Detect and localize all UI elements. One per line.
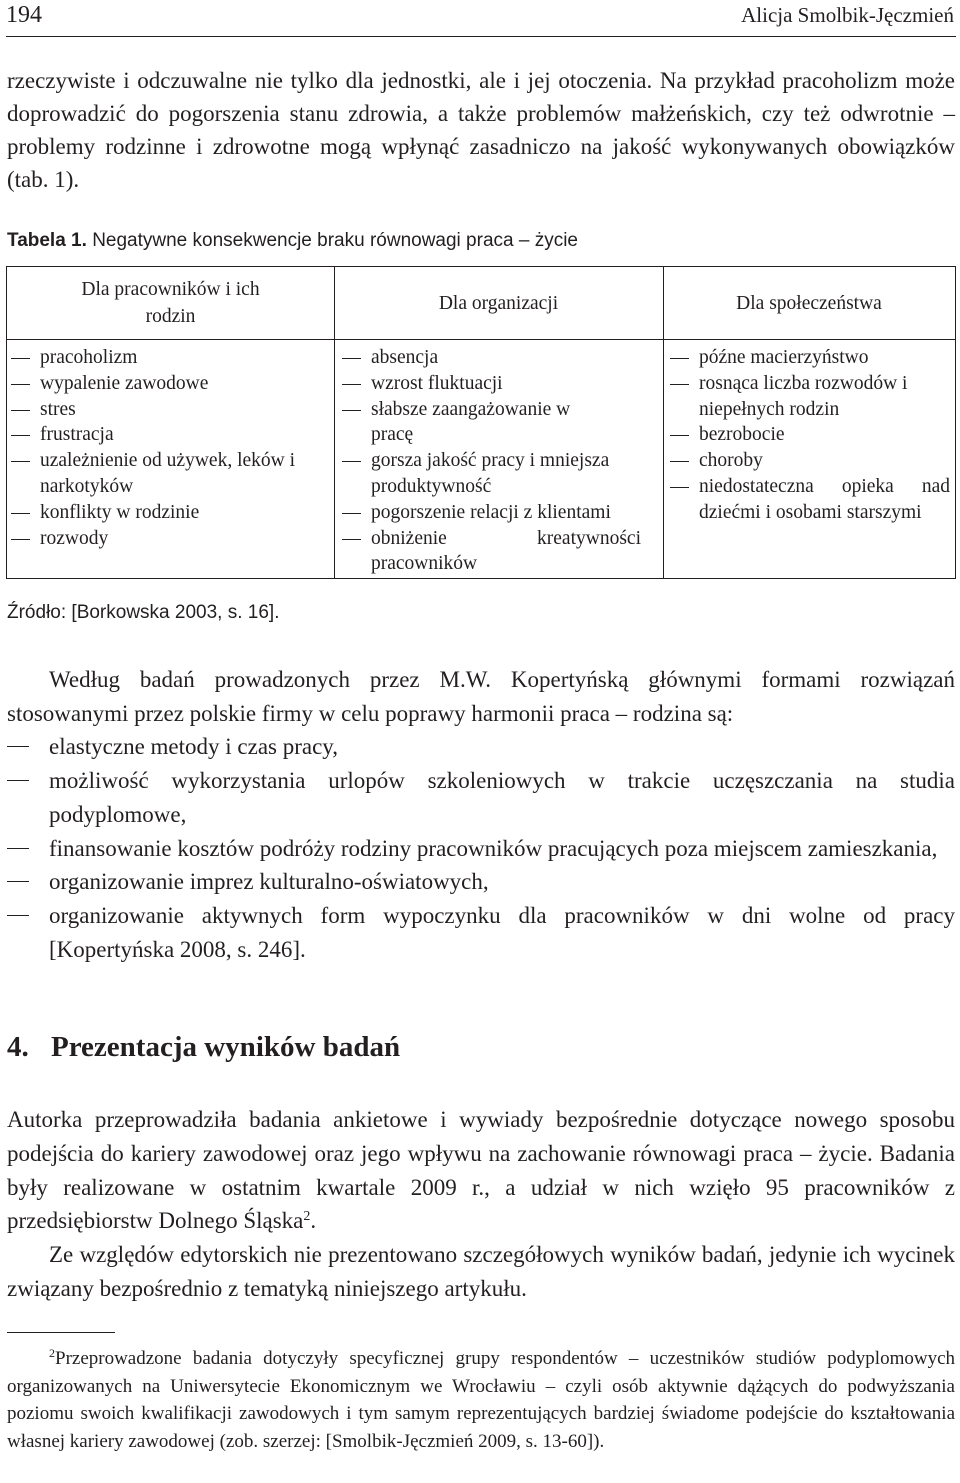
table-cell-item: wypalenie zawodowe <box>11 371 328 397</box>
footnote-marker: 2 <box>49 1346 55 1360</box>
list-item: organizowanie imprez kulturalno-oświatowych, <box>7 865 955 899</box>
table-cell-item: frustracja <box>11 422 328 448</box>
table-cell-item: obniżenie kreatywności pracowników <box>342 526 641 578</box>
section-title: Prezentacja wyników badań <box>51 1031 401 1063</box>
table-header-divider <box>7 339 955 340</box>
table-cell-item: choroby <box>670 448 950 474</box>
table-cell-item: stres <box>11 397 328 423</box>
table-header-society: Dla społeczeństwa <box>736 292 882 314</box>
table-cell-item: niedostateczna opieka nad dziećmi i osobami starszymi <box>670 474 950 526</box>
section-paragraph-2: Ze względów edytorskich nie prezentowano szczegółowych wyników badań, jedynie ich wycinek związany bezpośrednio z tematyką niniejszego artykułu. <box>7 1242 955 1301</box>
list-item: elastyczne metody i czas pracy, <box>7 730 955 764</box>
section-heading <box>7 1031 400 1064</box>
table-cell-item: uzależnienie od używek, leków i narkotyków <box>11 448 328 500</box>
footnote-text: Przeprowadzone badania dotyczyły specyficznej grupy respondentów – uczestników studiów podyplomowych organizowanych na Uniwersytecie Ekonomicznym we Wrocławiu – czyli osób aktywnie dążących do podwyższania poziomu swoich kwalifikacji zawodowych i tym samym reprezentujących bardziej świadome podejście do kształtowania własnej kariery zawodowej (zob. szerzej: [Smolbik-Jęczmień 2009, s. 13-60]). <box>7 1348 955 1452</box>
table-cell-item: słabsze zaangażowanie w pracę <box>342 397 586 449</box>
section-body <box>7 1103 955 1306</box>
table-title: Negatywne konsekwencje braku równowagi praca – życie <box>92 230 578 251</box>
table-cell-item: rozwody <box>11 526 328 552</box>
table-label: Tabela 1. <box>7 230 87 251</box>
table-cell-item: pracoholizm <box>11 345 328 371</box>
table-source: Źródło: [Borkowska 2003, s. 16]. <box>7 602 280 623</box>
table-cell-item: wzrost fluktuacji <box>342 371 662 397</box>
page-number: 194 <box>6 2 42 28</box>
table-header-employees: Dla pracowników i ich rodzin <box>81 279 260 327</box>
kopertynska-paragraph <box>7 663 955 966</box>
table-column-organization <box>342 345 662 577</box>
consequences-table <box>6 266 956 579</box>
intro-paragraph: rzeczywiste i odczuwalne nie tylko dla jednostki, ale i jej otoczenia. Na przykład pracoholizm może doprowadzić do pogorszenia stanu zdrowia, a także problemów małżeńskich, czy też odwrotnie – problemy rodzinne i zdrowotne mogą wpłynąć zasadniczo na jakość wykonywanych obowiązków (tab. 1). <box>7 68 955 192</box>
table-cell-item: gorsza jakość pracy i mniejsza produktywność <box>342 448 651 500</box>
running-header-author: Alicja Smolbik-Jęczmień <box>741 3 954 27</box>
kopertynska-lead: Według badań prowadzonych przez M.W. Kopertyńską głównymi formami rozwiązań stosowanymi przez polskie firmy w celu poprawy harmonii praca – rodzina są: <box>7 667 955 726</box>
footnote-reference[interactable]: 2 <box>303 1209 311 1225</box>
footnote <box>7 1345 955 1455</box>
list-item: finansowanie kosztów podróży rodziny pracowników pracujących poza miejscem zamieszkania, <box>7 832 955 866</box>
solutions-list <box>7 730 955 966</box>
running-header <box>6 0 956 37</box>
table-cell-item: absencja <box>342 345 662 371</box>
table-header-organization: Dla organizacji <box>438 292 559 314</box>
table-cell-item: rosnąca liczba rozwodów i niepełnych rodzin <box>670 371 950 423</box>
table-cell-item: bezrobocie <box>670 422 950 448</box>
list-item: organizowanie aktywnych form wypoczynku dla pracowników w dni wolne od pracy [Kopertyńska 2008, s. 246]. <box>7 899 955 966</box>
table-column-society <box>670 345 950 526</box>
table-caption <box>7 230 578 252</box>
table-cell-item: konflikty w rodzinie <box>11 500 328 526</box>
table-cell-item: pogorszenie relacji z klientami <box>342 500 662 526</box>
section-paragraph-1: Autorka przeprowadziła badania ankietowe i wywiady bezpośrednie dotyczące nowego sposobu podejścia do kariery zawodowej oraz jego wpływu na zachowanie równowagi praca – życie. Badania były realizowane w ostatnim kwartale 2009 r., a udział w nich wzięło 95 pracowników z przedsiębiorstw Dolnego Śląska$^2$. <box>7 1107 955 1234</box>
table-cell-item: późne macierzyństwo <box>670 345 950 371</box>
list-item: możliwość wykorzystania urlopów szkoleniowych w trakcie uczęszczania na studia podyplomowe, <box>7 764 955 831</box>
footnote-separator <box>7 1332 115 1333</box>
section-number: 4. <box>7 1031 29 1063</box>
table-column-employees <box>11 345 328 551</box>
